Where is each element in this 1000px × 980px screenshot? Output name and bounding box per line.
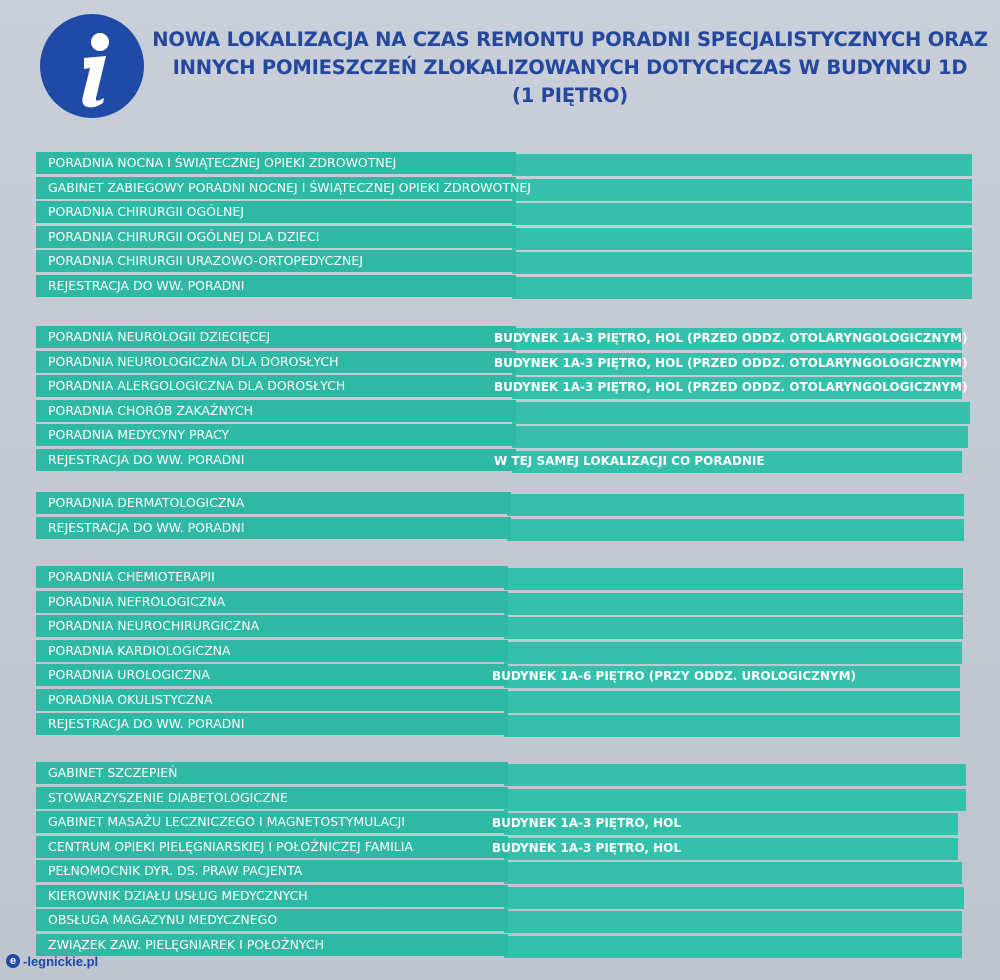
directory-row xyxy=(36,400,970,422)
location-strip xyxy=(512,154,972,176)
directory-row xyxy=(36,424,968,446)
location-strip xyxy=(504,911,962,933)
directory-row xyxy=(36,689,960,711)
directory-row xyxy=(36,787,966,809)
directory-row xyxy=(36,836,958,858)
unit-name: ZWIĄZEK ZAW. PIELĘGNIAREK I POŁOŻNYCH xyxy=(48,937,325,952)
location-strip xyxy=(512,426,968,448)
unit-name: PORADNIA KARDIOLOGICZNA xyxy=(48,643,231,658)
unit-location: BUDYNEK 1A-3 PIĘTRO, HOL (PRZED ODDZ. OTOLARYNGOLOGICZNYM) xyxy=(494,380,968,394)
directory-row xyxy=(36,226,972,248)
unit-name: PORADNIA MEDYCYNY PRACY xyxy=(48,427,230,442)
unit-name: PORADNIA CHEMIOTERAPII xyxy=(48,569,215,584)
directory-row xyxy=(36,326,968,348)
unit-name: KIEROWNIK DZIAŁU USŁUG MEDYCZNYCH xyxy=(48,888,308,903)
location-strip xyxy=(504,789,966,811)
unit-name: GABINET MASAŻU LECZNICZEGO I MAGNETOSTYMULACJI xyxy=(48,814,405,829)
location-strip xyxy=(512,252,972,274)
location-strip xyxy=(504,642,962,664)
unit-name: PORADNIA CHORÓB ZAKAŹNYCH xyxy=(48,403,253,418)
location-strip xyxy=(507,519,964,541)
directory-row xyxy=(36,152,972,174)
unit-location: BUDYNEK 1A-3 PIĘTRO, HOL (PRZED ODDZ. OTOLARYNGOLOGICZNYM) xyxy=(494,331,968,345)
title-line-2: INNYCH POMIESZCZEŃ ZLOKALIZOWANYCH DOTYCHCZAS W BUDYNKU 1D xyxy=(172,56,968,79)
unit-name: GABINET ZABIEGOWY PORADNI NOCNEJ I ŚWIĄTECZNEJ OPIEKI ZDROWOTNEJ xyxy=(48,180,531,195)
location-strip xyxy=(512,402,970,424)
unit-name: PORADNIA NEUROLOGII DZIECIĘCEJ xyxy=(48,329,271,344)
location-strip xyxy=(507,494,964,516)
directory-row xyxy=(36,713,960,735)
location-strip xyxy=(512,228,972,250)
unit-name: PORADNIA NEUROCHIRURGICZNA xyxy=(48,618,260,633)
unit-location: BUDYNEK 1A-3 PIĘTRO, HOL (PRZED ODDZ. OTOLARYNGOLOGICZNYM) xyxy=(494,356,968,370)
directory-row xyxy=(36,250,972,272)
unit-name: GABINET SZCZEPIEŃ xyxy=(48,765,178,780)
unit-name: REJESTRACJA DO WW. PORADNI xyxy=(48,716,245,731)
unit-name: PORADNIA CHIRURGII OGÓLNEJ xyxy=(48,204,244,219)
location-strip xyxy=(504,593,963,615)
directory-row xyxy=(36,860,962,882)
unit-name: REJESTRACJA DO WW. PORADNI xyxy=(48,278,245,293)
directory-row xyxy=(36,640,962,662)
unit-name: PORADNIA DERMATOLOGICZNA xyxy=(48,495,245,510)
location-strip xyxy=(504,887,964,909)
unit-name: REJESTRACJA DO WW. PORADNI xyxy=(48,520,245,535)
directory-row xyxy=(36,591,963,613)
directory-row xyxy=(36,449,962,471)
location-strip xyxy=(504,715,960,737)
unit-name: PORADNIA CHIRURGII OGÓLNEJ DLA DZIECI xyxy=(48,229,320,244)
unit-location: BUDYNEK 1A-6 PIĘTRO (PRZY ODDZ. UROLOGICZNYM) xyxy=(492,669,857,683)
unit-name: PORADNIA NEUROLOGICZNA DLA DOROSŁYCH xyxy=(48,354,339,369)
directory-row xyxy=(36,885,964,907)
unit-name: PORADNIA ALERGOLOGICZNA DLA DOROSŁYCH xyxy=(48,378,346,393)
location-strip xyxy=(504,936,962,958)
location-strip xyxy=(504,862,962,884)
location-strip xyxy=(512,179,972,201)
directory-row xyxy=(36,375,968,397)
location-strip xyxy=(504,764,966,786)
directory-row xyxy=(36,201,972,223)
location-strip xyxy=(504,568,963,590)
location-strip xyxy=(512,277,972,299)
title-line-3: (1 PIĘTRO) xyxy=(512,84,628,107)
unit-name: PORADNIA OKULISTYCZNA xyxy=(48,692,213,707)
directory-row xyxy=(36,492,964,514)
unit-location: W TEJ SAMEJ LOKALIZACJI CO PORADNIE xyxy=(494,454,765,468)
directory-row xyxy=(36,517,964,539)
unit-location: BUDYNEK 1A-3 PIĘTRO, HOL xyxy=(492,816,681,830)
directory-row xyxy=(36,664,960,686)
unit-name: PORADNIA NOCNA I ŚWIĄTECZNEJ OPIEKI ZDROWOTNEJ xyxy=(48,155,397,170)
directory-row xyxy=(36,177,972,199)
directory-row xyxy=(36,351,968,373)
title-line-1: NOWA LOKALIZACJA NA CZAS REMONTU PORADNI SPECJALISTYCZNYCH ORAZ xyxy=(152,28,988,51)
directory-row xyxy=(36,909,962,931)
unit-location: BUDYNEK 1A-3 PIĘTRO, HOL xyxy=(492,841,681,855)
directory-row xyxy=(36,811,958,833)
unit-name: REJESTRACJA DO WW. PORADNI xyxy=(48,452,245,467)
location-strip xyxy=(504,617,963,639)
unit-name: CENTRUM OPIEKI PIELĘGNIARSKIEJ I POŁOŻNICZEJ FAMILIA xyxy=(48,839,413,854)
watermark-text: -legnickie.pl xyxy=(23,953,99,969)
unit-name: PORADNIA CHIRURGII URAZOWO-ORTOPEDYCZNEJ xyxy=(48,253,363,268)
directory-row xyxy=(36,566,963,588)
unit-name: PEŁNOMOCNIK DYR. DS. PRAW PACJENTA xyxy=(48,863,303,878)
unit-name: PORADNIA NEFROLOGICZNA xyxy=(48,594,226,609)
unit-name: PORADNIA UROLOGICZNA xyxy=(48,667,210,682)
directory-row xyxy=(36,615,963,637)
watermark-e-icon: e xyxy=(6,954,20,968)
directory-row xyxy=(36,762,966,784)
watermark-logo xyxy=(6,950,98,972)
location-strip xyxy=(504,691,960,713)
unit-name: STOWARZYSZENIE DIABETOLOGICZNE xyxy=(48,790,288,805)
unit-name: OBSŁUGA MAGAZYNU MEDYCZNEGO xyxy=(48,912,278,927)
directory-row xyxy=(36,934,962,956)
directory-row xyxy=(36,275,972,297)
location-strip xyxy=(512,203,972,225)
